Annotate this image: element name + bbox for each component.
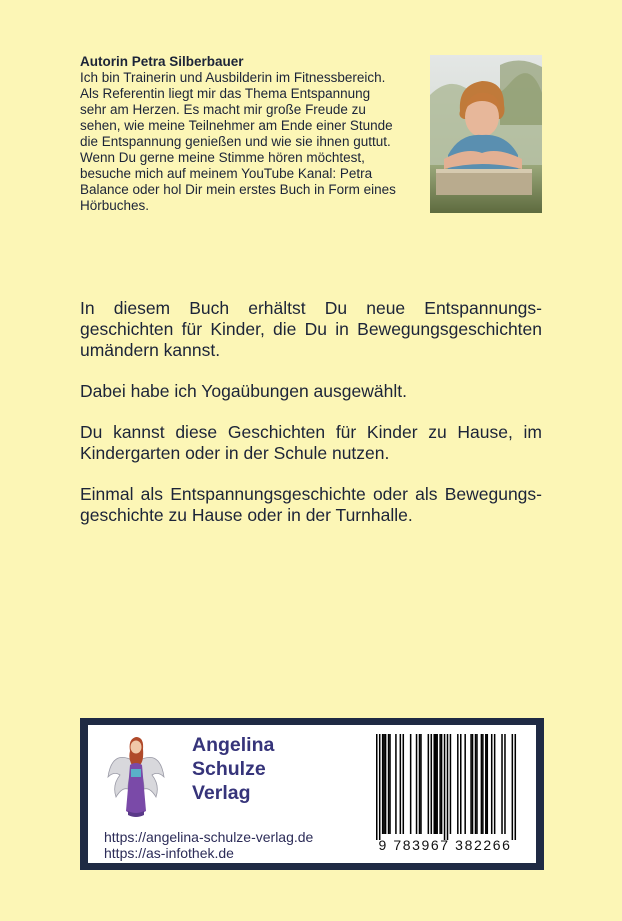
barcode-bar bbox=[385, 734, 387, 834]
author-name: Autorin Petra Silberbauer bbox=[80, 54, 244, 69]
description-line: Kindergarten oder in der Schule nutzen. bbox=[80, 443, 390, 463]
barcode-bar bbox=[501, 734, 503, 834]
barcode-bar bbox=[441, 734, 443, 834]
barcode-bar bbox=[475, 734, 477, 834]
description-line: umändern kannst. bbox=[80, 340, 221, 360]
author-bio-line: Balance oder hol Dir mein erstes Buch in Form eines bbox=[80, 182, 396, 197]
barcode-bar bbox=[420, 734, 422, 834]
barcode-bar bbox=[481, 734, 483, 834]
author-bio-line: sehr am Herzen. Es macht mir große Freude zu bbox=[80, 102, 366, 117]
description-paragraph bbox=[80, 298, 542, 361]
barcode-bar bbox=[515, 734, 517, 840]
publisher-name bbox=[192, 733, 274, 805]
description-line: Dabei habe ich Yogaübungen ausgewählt. bbox=[80, 381, 407, 401]
barcode-bar bbox=[433, 734, 435, 834]
barcode-bar bbox=[491, 734, 493, 834]
description-line: Du kannst diese Geschichten für Kinder zu Hause, im bbox=[80, 422, 542, 442]
barcode-bar bbox=[376, 734, 378, 840]
barcode-bar bbox=[403, 734, 405, 834]
barcode-bar bbox=[435, 734, 437, 834]
author-block bbox=[80, 54, 422, 214]
author-bio-line: die Entspannung genießen und wie sie ihnen guttut. bbox=[80, 134, 391, 149]
barcode-bar bbox=[512, 734, 514, 840]
barcode-bar bbox=[485, 734, 487, 834]
barcode-bar bbox=[419, 734, 421, 834]
barcode-bar bbox=[410, 734, 412, 834]
author-bio-line: Hörbuches. bbox=[80, 198, 150, 213]
book-description bbox=[80, 298, 542, 546]
description-paragraph bbox=[80, 381, 542, 402]
barcode-bar bbox=[400, 734, 402, 834]
description-paragraph bbox=[80, 484, 542, 526]
barcode-bar bbox=[487, 734, 489, 834]
angel-logo-icon bbox=[106, 731, 166, 819]
description-line: Einmal als Entspannungsgeschichte oder als Bewegungs- bbox=[80, 484, 542, 504]
barcode-bar bbox=[450, 734, 452, 834]
barcode-bar bbox=[460, 734, 462, 834]
description-paragraph bbox=[80, 422, 542, 464]
publisher-panel bbox=[88, 725, 536, 863]
barcode-bar bbox=[447, 734, 449, 840]
barcode-bar bbox=[470, 734, 472, 834]
barcode-bar bbox=[464, 734, 466, 834]
description-line: geschichten für Kinder, die Du in Bewegungsgeschichten bbox=[80, 319, 542, 339]
barcode-bar bbox=[388, 734, 390, 834]
isbn-number: 9 783967 382266 bbox=[378, 837, 512, 853]
barcode-bar bbox=[431, 734, 433, 834]
description-line: geschichte zu Hause oder in der Turnhalle. bbox=[80, 505, 413, 525]
publisher-name-line: Verlag bbox=[192, 782, 251, 804]
barcode-bar bbox=[395, 734, 397, 834]
author-bio-line: sehen, wie meine Teilnehmer am Ende einer Stunde bbox=[80, 118, 393, 133]
description-line: In diesem Buch erhältst Du neue Entspannungs- bbox=[80, 298, 542, 318]
publisher-name-line: Schulze bbox=[192, 758, 266, 780]
barcode-bar bbox=[416, 734, 418, 834]
author-bio-line: Als Referentin liegt mir das Thema Entspannung bbox=[80, 86, 371, 101]
barcode-bar bbox=[482, 734, 484, 834]
publisher-box bbox=[80, 718, 544, 870]
barcode-bar bbox=[383, 734, 385, 834]
barcode-bar bbox=[382, 734, 384, 834]
barcode-bar bbox=[472, 734, 474, 834]
barcode-bar bbox=[494, 734, 496, 834]
barcode-bar bbox=[439, 734, 441, 834]
author-photo bbox=[430, 55, 542, 213]
publisher-website-link[interactable]: https://angelina-schulze-verlag.de bbox=[104, 829, 314, 845]
author-bio-line: besuche mich auf meinem YouTube Kanal: Petra bbox=[80, 166, 373, 181]
infothek-website-link[interactable]: https://as-infothek.de bbox=[104, 845, 234, 861]
author-bio-line: Ich bin Trainerin und Ausbilderin im Fitnessbereich. bbox=[80, 70, 386, 85]
barcode-bar bbox=[444, 734, 446, 840]
barcode-bar bbox=[379, 734, 381, 840]
author-portrait-photo bbox=[430, 55, 542, 213]
barcode-bar bbox=[428, 734, 430, 834]
barcode-bar bbox=[389, 734, 391, 834]
barcode-bar bbox=[436, 734, 438, 834]
barcode-bar bbox=[457, 734, 459, 834]
barcode-bar bbox=[476, 734, 478, 834]
author-bio-line: Wenn Du gerne meine Stimme hören möchtest, bbox=[80, 150, 365, 165]
author-bio bbox=[80, 70, 422, 214]
barcode-bar bbox=[504, 734, 506, 834]
publisher-name-line: Angelina bbox=[192, 734, 275, 756]
